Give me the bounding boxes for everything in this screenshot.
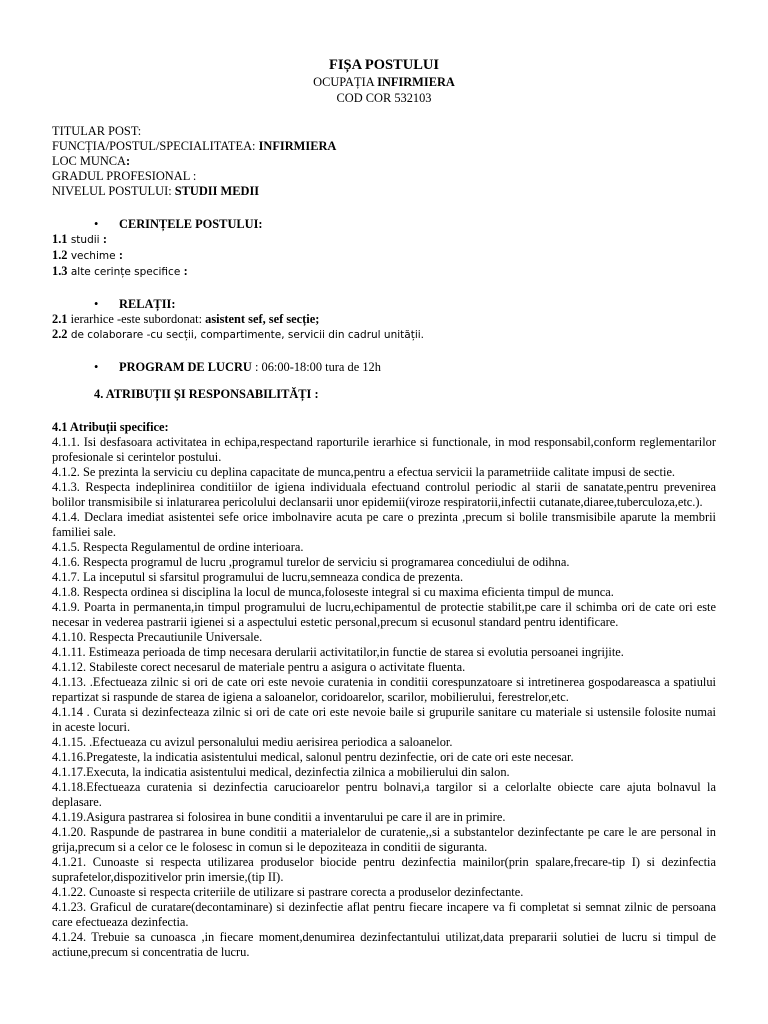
attribute-item: 4.1.23. Graficul de curatare(decontaminare) si dezinfectie aflat pentru fiecare incapere va fi completat si semnat zilnic de persoana care efectueaza dezinfectia. xyxy=(52,900,716,929)
attribute-item: 4.1.19.Asigura pastrarea si folosirea in bune conditii a inventarului pe care il are in primire. xyxy=(52,810,506,824)
attribute-item: 4.1.2. Se prezinta la serviciu cu deplina capacitate de munca,pentru a efectua servicii la parametriide calitate impusi de sectie. xyxy=(52,465,676,479)
attribute-item: 4.1.9. Poarta in permanenta,in timpul programului de lucru,echipamentul de protectie stabilit,pe care il schimba ori de cate ori este necesar in vederea pastrarii igienei si a aspectului estetic personal,precum si ecusonul standard pentru identificare. xyxy=(52,600,716,629)
attribute-item: 4.1.21. Cunoaste si respecta utilizarea produselor biocide pentru dezinfectia mainilor(prin spalare,frecare-tip I) si dezinfectia suprafetelor,dispozitivelor prin imersie,(tip II). xyxy=(52,855,716,884)
attribute-item: 4.1.14 . Curata si dezinfecteaza zilnic si ori de cate ori este nevoie baile si grupurile sanitare cu materiale si ustensile folosite numai in aceste locuri. xyxy=(52,705,716,734)
program-value: : 06:00-18:00 tura de 12h xyxy=(251,360,381,374)
loc-munca-colon: : xyxy=(126,154,131,168)
cerinte-item-num: 1.3 xyxy=(52,264,68,278)
loc-munca-line xyxy=(52,154,716,169)
attribute-item: 4.1.18.Efectueaza curatenia si dezinfectia carucioarelor pentru bolnavi,a targilor si a celorlalte obiecte care ajuta bolnavul la deplasare. xyxy=(52,780,716,809)
attribute-item: 4.1.12. Stabileste corect necesarul de materiale pentru a asigura o activitate fluenta. xyxy=(52,660,466,674)
occupation-value: INFIRMIERA xyxy=(377,75,455,89)
relatii-colaborare xyxy=(52,327,716,343)
attribute-item: 4.1.15. .Efectueaza cu avizul personalului mediu aerisirea periodica a saloanelor. xyxy=(52,735,453,749)
subsection-title-text: 4.1 Atribuții specifice: xyxy=(52,420,169,434)
occupation-line xyxy=(52,74,716,90)
program-line xyxy=(52,360,716,375)
attribute-item: 4.1.5. Respecta Regulamentul de ordine interioara. xyxy=(52,540,304,554)
loc-munca-label: LOC MUNCA xyxy=(52,154,127,168)
attribute-item: 4.1.1. Isi desfasoara activitatea in echipa,respectand raporturile ierarhice si functionale, in mod responsabil,conform reglementarilor profesionale si cerintelor postului. xyxy=(52,435,716,464)
attribute-item: 4.1.8. Respecta ordinea si disciplina la locul de munca,foloseste integral si cu maxima eficienta timpul de munca. xyxy=(52,585,614,599)
attribute-item: 4.1.20. Raspunde de pastrarea in bune conditii a materialelor de curatenie,,si a substantelor dezinfectante pe care le are personal in grija,precum si a celor ce le folosesc in comun si le depoziteaza in conditii de siguranta. xyxy=(52,825,716,854)
cerinte-item xyxy=(52,248,716,264)
attribute-item: 4.1.24. Trebuie sa cunoasca ,in fiecare moment,denumirea dezinfectantului utilizat,data prepararii solutiei de lucru si timpul de actiune,precum si concentratia de lucru. xyxy=(52,930,716,959)
cerinte-heading xyxy=(52,217,716,232)
bullet-icon: • xyxy=(94,217,99,231)
attribute-item: 4.1.6. Respecta programul de lucru ,programul turelor de serviciu si programarea concediului de odihna. xyxy=(52,555,570,569)
attribute-item: 4.1.10. Respecta Precautiunile Universale. xyxy=(52,630,263,644)
relatii-text: de colaborare -cu secții, compartimente, servicii din cadrul unității. xyxy=(67,329,424,341)
nivelul-value: STUDII MEDII xyxy=(174,184,260,198)
attributes-list xyxy=(52,435,716,960)
gradul-profesional: GRADUL PROFESIONAL : xyxy=(52,169,197,183)
relatii-text: ierarhice -este subordonat: xyxy=(67,312,206,326)
cerinte-item-text: studii xyxy=(67,234,103,246)
attribute-item: 4.1.13. .Efectueaza zilnic si ori de cate ori este nevoie curatenia in conditii corespunzatoare si intretinerea gospodareasca a spatiului repartizat si raspunde de starea de igiena a saloanelor, coridoarelor, scarilor, mobilierului, ferestrelor,etc. xyxy=(52,675,716,704)
functia-label: FUNCȚIA/POSTUL/SPECIALITATEA: xyxy=(52,139,259,153)
document-title: FIȘA POSTULUI xyxy=(329,57,439,73)
nivelul-label: NIVELUL POSTULUI: xyxy=(52,184,175,198)
functia-value: INFIRMIERA xyxy=(258,139,337,153)
relatii-heading-text: RELAȚII: xyxy=(119,297,176,311)
cerinte-heading-text: CERINȚELE POSTULUI: xyxy=(119,217,263,231)
cerinte-item-text: alte cerințe specifice xyxy=(67,266,184,278)
relatii-num: 2.1 xyxy=(52,312,68,326)
relatii-ierarhice xyxy=(52,312,716,327)
bullet-icon: • xyxy=(94,297,99,311)
cerinte-item-suffix: : xyxy=(102,232,108,246)
cerinte-item xyxy=(52,264,716,280)
relatii-superiors: asistent sef, sef secție; xyxy=(205,312,320,326)
cerinte-item-num: 1.1 xyxy=(52,232,68,246)
cerinte-item xyxy=(52,232,716,248)
attribute-item: 4.1.16.Pregateste, la indicatia asistentului medical, salonul pentru dezinfectie, ori de cate ori este necesar. xyxy=(52,750,574,764)
attribute-item: 4.1.3. Respecta indeplinirea conditiilor de igiena individuala efectuand controlul periodic al starii de sanatate,pentru prevenirea bolilor transmisibile si inlaturarea pericolului declansarii unor epidemii(viroze respiratorii,infectii cutanate,diaree,tuberculoza,etc.). xyxy=(52,480,716,509)
attribute-item: 4.1.4. Declara imediat asistentei sefe orice imbolnavire acuta pe care o prezinta ,precum si bolile transmisibile aparute la membrii familiei sale. xyxy=(52,510,716,539)
attribute-item: 4.1.17.Executa, la indicatia asistentului medical, dezinfectia zilnica a mobilierului din salon. xyxy=(52,765,510,779)
section-4-title: 4. ATRIBUȚII ȘI RESPONSABILITĂȚI : xyxy=(94,387,319,401)
attribute-item: 4.1.7. La inceputul si sfarsitul programului de lucru,semneaza condica de prezenta. xyxy=(52,570,464,584)
relatii-heading xyxy=(52,297,716,312)
cerinte-item-suffix: : xyxy=(183,264,188,278)
occupation-prefix: OCUPAȚIA xyxy=(313,75,378,89)
cerinte-item-text: vechime xyxy=(67,250,119,262)
cerinte-item-suffix: : xyxy=(118,248,124,262)
program-label: PROGRAM DE LUCRU xyxy=(119,360,252,374)
attribute-item: 4.1.22. Cunoaste si respecta criteriile de utilizare si pastrare corecta a produselor dezinfectante. xyxy=(52,885,524,899)
nivelul-line xyxy=(52,184,716,199)
functia-line xyxy=(52,139,716,154)
subsection-title xyxy=(52,420,716,435)
titular-post: TITULAR POST: xyxy=(52,124,142,138)
cerinte-item-num: 1.2 xyxy=(52,248,68,262)
attribute-item: 4.1.11. Estimeaza perioada de timp necesara derularii activitatilor,in functie de starea si evolutia persoanei ingrijite. xyxy=(52,645,624,659)
bullet-icon: • xyxy=(94,360,99,374)
cod-cor: COD COR 532103 xyxy=(336,91,432,105)
relatii-num: 2.2 xyxy=(52,327,68,341)
